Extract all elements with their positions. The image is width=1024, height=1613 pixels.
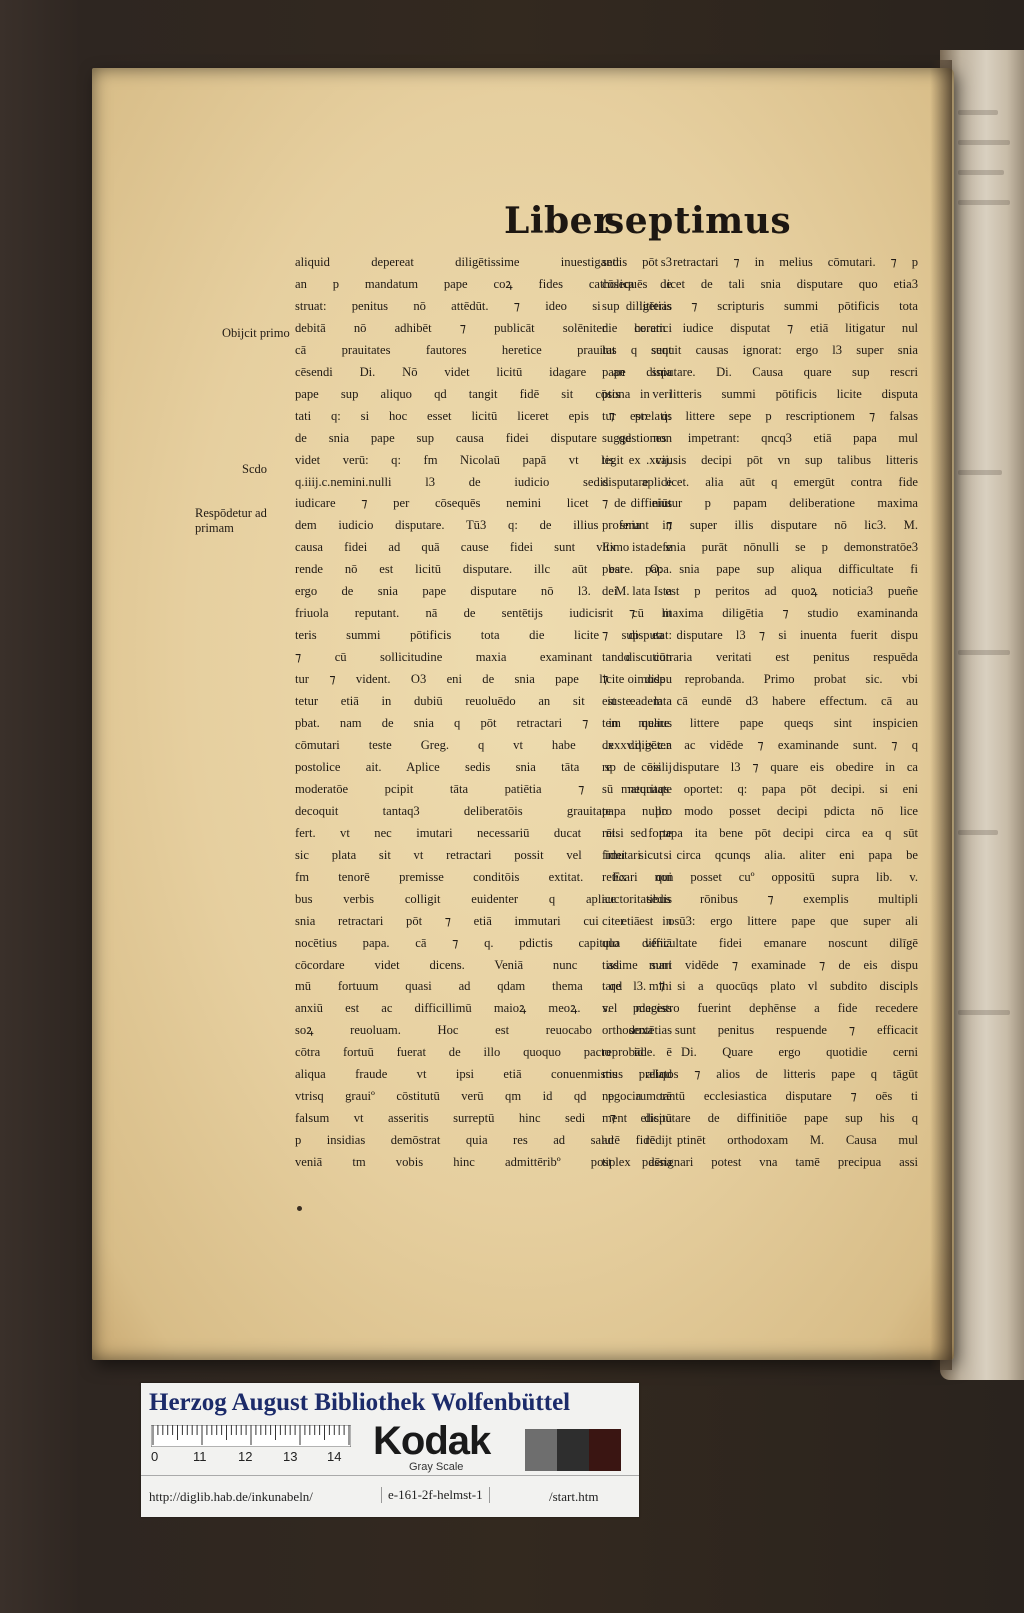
- margin-note-objection: Obijcit primo: [222, 326, 290, 340]
- book-page: [92, 68, 954, 1360]
- text-line: papa nullo modo posset decipi pdicta nō lice: [602, 803, 918, 818]
- text-column-right: [602, 252, 918, 1176]
- text-line: pbat. nam de snia q pōt retractari ⁊ in melius: [295, 716, 672, 731]
- text-line: die coram iudice disputat ⁊ etiā litigatur nul: [602, 320, 918, 335]
- ruler-number: 0: [151, 1449, 159, 1464]
- text-line: tem quare littere pape queqs sint inspicien: [602, 716, 918, 731]
- text-line: tando cōtraria veritati est penitus respuēda: [602, 650, 918, 665]
- text-line: cēsendi Di. Nō videt licitū idagare an snia: [295, 364, 672, 379]
- scale-ruler: [151, 1425, 351, 1464]
- text-line: sū nequaqs oportet: q: papa pōt decipi. si eni: [602, 781, 918, 796]
- text-line: tis ex causis decipi pōt vn sup talibus litteris: [602, 452, 918, 467]
- text-line: cā prauitates fautores heretice prauitat sunt: [295, 342, 672, 357]
- text-line: reticari non posset cuº oppositū supra lib. v.: [602, 869, 918, 884]
- text-line: auctoritatibus rōnibus ⁊ exemplis multipli: [602, 891, 918, 906]
- text-line: proferunt ⁊ super illis disputare nō lic3. M.: [602, 518, 918, 533]
- text-line: falsum vt asseritis surreptū hinc sedi ⁊ elicitū: [295, 1111, 672, 1126]
- text-line: p insidias demōstrat quia res ad salutē redijt: [295, 1133, 672, 1148]
- text-line: mū fortuum quasi ad qdam thema qd mihi: [295, 979, 672, 994]
- text-line: snia retractari pōt ⁊ etiā immutari cui etiā in: [295, 913, 672, 928]
- text-line: dei lata est p peritos ad quoꝝ noticia3 pueñe: [602, 584, 918, 599]
- text-line: anxiū est ac difficillimū maioꝝ meoꝝ. s. pdecess: [295, 1001, 672, 1016]
- margin-note-second: Scdo: [242, 462, 267, 476]
- swatch-maroon: [589, 1429, 621, 1471]
- text-line: iudicare ⁊ per cōsequēs nemini licet de eius: [295, 496, 672, 511]
- text-line: reprobāde. Di. Quare ergo quotidie cerni: [602, 1045, 918, 1060]
- text-line: fidei sicut circa qcunqs alia. aliter eni papa be: [602, 847, 918, 862]
- text-line: sup litteris ⁊ scripturis summi pōtificis tota: [602, 298, 918, 313]
- source-url: http://diglib.hab.de/inkunabeln/: [149, 1489, 313, 1504]
- text-line: ad fidē ptinēt orthodoxam M. Causa mul: [602, 1133, 918, 1148]
- text-line: de snia pape sup causa fidei disputare qd non: [295, 430, 672, 445]
- ruler-number: 13: [283, 1449, 298, 1464]
- color-reference-strip: [141, 1383, 639, 1517]
- text-line: qua difficultate fidei emanare noscunt dilīgē: [602, 935, 918, 950]
- text-line: orthodoxa sunt penitus respuende ⁊ efficacit: [602, 1023, 918, 1038]
- text-line: [602, 1174, 918, 1176]
- text-line: teris summi pōtificis tota die licite disputat:: [295, 628, 672, 643]
- text-line: pape sup aliquo qd tangit fidē sit cōsona veri: [295, 386, 672, 401]
- text-line: rit cū maxima diligētia ⁊ studio examinanda: [602, 606, 918, 621]
- text-line: pbare. O: snia pape sup aliqua difficultate fi: [602, 562, 918, 577]
- text-line: fm tenorē premisse conditōis extitat. Ex qui: [295, 869, 672, 884]
- start-link: /start.htm: [549, 1489, 599, 1504]
- text-line: tissime sunt vidēde ⁊ examinade ⁊ de eis dispu: [602, 957, 918, 972]
- text-line: vel magistro fuerint dephēnse a fide recedere: [602, 1001, 918, 1016]
- text-line: ⁊ cū sollicitudine maxia examinant discutiun: [295, 650, 672, 665]
- text-line: an p mandatum pape coꝝ fides catholica de: [295, 276, 672, 291]
- text-line: nocētius papa. cā ⁊ q. pdictis capitulo veniā: [295, 935, 672, 950]
- swatch-mid-gray: [525, 1429, 557, 1471]
- ruler-ticks: [151, 1425, 351, 1447]
- text-line: causa fidei ad quā cause fidei sunt vltimo defe: [295, 540, 672, 555]
- text-line: rende nō est licitū disputare. illc aūt est papa.: [295, 562, 672, 577]
- gray-swatches: [525, 1429, 621, 1471]
- text-line: postolice ait. Aplice sedis snia tāta sp cōsilij: [295, 759, 672, 774]
- running-head-left: Liber: [504, 200, 613, 242]
- text-line: de diligēter ac vidēde ⁊ examinande sunt. ⁊ q: [602, 737, 918, 752]
- text-line: vtrisq grauiº cōstitutū verū qm id qd p rumorē: [295, 1089, 672, 1104]
- text-line: aliqua fraude vt ipsi etiā conuenmistis aliqd: [295, 1067, 672, 1082]
- text-line: ment disputare de diffinitiōe pape sup his q: [602, 1111, 918, 1126]
- text-line: q.iiij.c.nemini.nulli l3 de iudicio sedis aplice: [295, 474, 672, 489]
- text-line: est eadem cā eundē d3 habere effectum. cā au: [602, 694, 918, 709]
- library-name: Herzog August Bibliothek Wolfenbüttel: [149, 1389, 571, 1416]
- text-line: ⁊ oimode reprobanda. Primo probat sic. vbi: [602, 672, 918, 687]
- text-line: cōcordare videt dicens. Veniā nunc ad mari: [295, 957, 672, 972]
- strip-divider: [141, 1475, 639, 1476]
- text-line: negocia tantū ecclesiastica disputare ⁊ oēs ti: [602, 1089, 918, 1104]
- gutter-shadow: [930, 60, 952, 1370]
- text-line: sedis pōt retractari ⁊ in melius cōmutari. ⁊ p: [602, 255, 918, 269]
- text-line: tare l3. ⁊ si a quocūqs plato vl subdito discipls: [602, 979, 918, 994]
- text-line: friuola reputant. nā de sentētijs iudicis ⁊ lit: [295, 606, 672, 621]
- ruler-number: 14: [327, 1449, 342, 1464]
- text-line: veniā tm vobis hinc admittēribº post pdēna: [295, 1155, 672, 1170]
- running-head-right: septimus: [604, 200, 792, 242]
- ruler-number: 12: [238, 1449, 253, 1464]
- text-line: ⁊ diffiniūtur p papam deliberatione maxima: [602, 496, 918, 511]
- text-line: bus verbis colligit euidenter q aplice sedis: [295, 891, 672, 906]
- text-line: lus q sequit causas ignorat: ergo l3 super snia: [602, 342, 918, 357]
- text-line: sic plata sit vt retractari possit vel imutari si: [295, 847, 672, 862]
- text-line: tur ⁊ vident. O3 eni de snia pape licite dispu: [295, 672, 672, 687]
- text-line: dem iudicio disputare. Tū3 q: de illius snia in: [295, 518, 672, 533]
- text-line: videt verū: q: fm Nicolaū papā vt legit .xvij.: [295, 452, 672, 467]
- gray-scale-label: Gray Scale: [409, 1461, 464, 1473]
- swatch-dark-gray: [557, 1429, 589, 1471]
- text-line: ergo de snia pape disputare nō l3. M. Ista: [295, 584, 672, 599]
- text-line: debitā nō adhibēt ⁊ publicāt solēniter heretici: [295, 320, 672, 335]
- text-line: suggestiones impetrant: qncq3 etiā papa mul: [602, 430, 918, 445]
- text-line: citer est osū3: ergo littere pape que super ali: [602, 913, 918, 928]
- strip-footer: [141, 1479, 639, 1517]
- text-line: aliquid depereat diligētissime inuestigant: s3: [295, 255, 672, 269]
- text-line: soꝝ reuoluam. Hoc est reuocabo sentētias: [295, 1023, 672, 1038]
- text-line: rēt. sed papa ita bene pōt decipi circa ea q sūt: [602, 825, 918, 840]
- text-line: moderatōe pcipit tāta patiētia ⁊ maturitate: [295, 781, 672, 796]
- ink-speck: [297, 1206, 302, 1211]
- text-line: Ex ista snia purāt nōnulli se p demonstratōe3: [602, 540, 918, 555]
- text-line: re de eis disputare l3 ⁊ quare eis obedire in ca: [602, 759, 918, 774]
- text-line: decoquit tantaq3 deliberatōis grauitate pro: [295, 803, 672, 818]
- text-line: fert. vt nec imutari necessariū ducat nisi forte: [295, 825, 672, 840]
- text-line: pape disputare. Di. Causa quare sup rescri: [602, 364, 918, 379]
- text-line: disputare licet. alia aūt q emergūt contra fide: [602, 474, 918, 489]
- text-line: tati q: si hoc esset licitū liceret epis ⁊ prelatis: [295, 408, 672, 423]
- text-line: cōsequēs licet de tali snia disputare quo etia3: [602, 276, 918, 291]
- kodak-logo: Kodak: [373, 1419, 491, 1463]
- text-line: cōtra fortuū fuerat de illo quoquo pacto id ē: [295, 1045, 672, 1060]
- text-line: ⁊ sup ea disputare l3 ⁊ si inuenta fuerit dispu: [602, 628, 918, 643]
- text-line: tur est: q: littere sepe p rescriptionem ⁊ falsas: [602, 408, 918, 423]
- text-line: struat: penitus nō attēdūt. ⁊ ideo si diligētias: [295, 298, 672, 313]
- text-line: tetur etiā in dubiū reuoluēdo an sit iuste lata: [295, 694, 672, 709]
- text-line: cōmutari teste Greg. q vt habe .xxxv.q.ix.c.a: [295, 737, 672, 752]
- ruler-number: 11: [193, 1449, 207, 1464]
- margin-note-reply: Respōdetur ad primam: [195, 506, 267, 535]
- text-line: ptis in litteris summi pōtificis licite disputa: [602, 386, 918, 401]
- text-line: tiplex assignari potest vna tamē precipua assi: [602, 1155, 918, 1170]
- shelfmark: e-161-2f-helmst-1: [381, 1487, 490, 1503]
- running-head: [92, 200, 954, 250]
- text-line: mus prelatos ⁊ alios de litteris pape q tāgūt: [602, 1067, 918, 1082]
